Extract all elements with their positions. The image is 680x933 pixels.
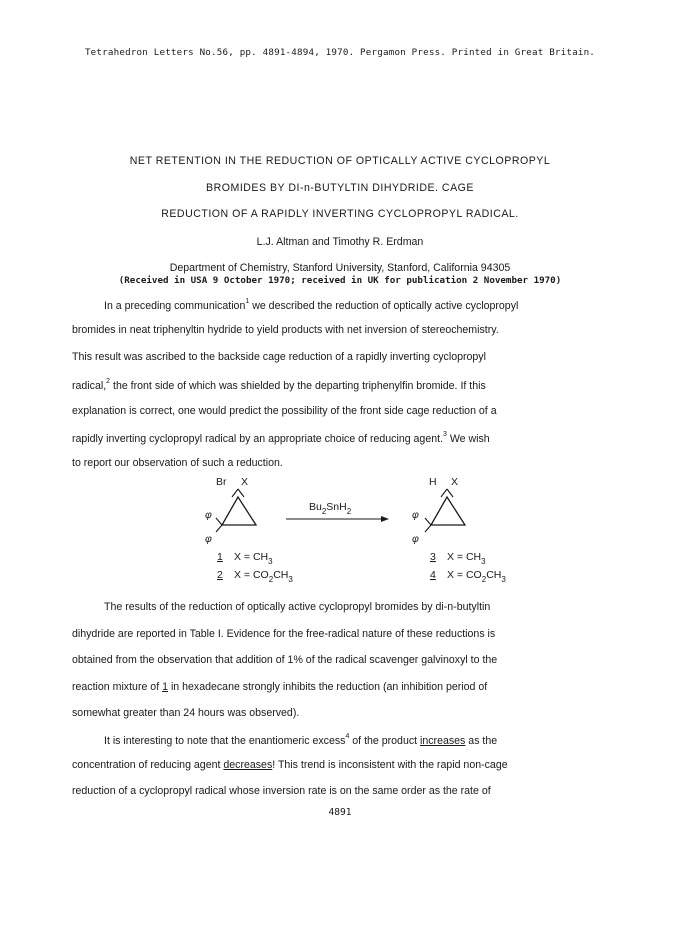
affiliation: Department of Chemistry, Stanford University, Stanford, California 94305: [169, 262, 511, 274]
article-title-line-1: NET RETENTION IN THE REDUCTION OF OPTICALLY ACTIVE CYCLOPROPYL: [129, 155, 551, 167]
bromo-label: Br: [216, 476, 227, 488]
authors: L.J. Altman and Timothy R. Erdman: [256, 236, 424, 248]
paragraph-2-line-1: The results of the reduction of optically active cyclopropyl bromides by di-n-butyltin: [104, 601, 491, 613]
paragraph-2-line-3: obtained from the observation that addition of 1% of the radical scavenger galvinoxyl to the: [72, 654, 498, 666]
compound-4-definition: $X = CO_2CH_3$: [447, 569, 506, 584]
paragraph-1-line-6: [72, 431, 490, 445]
paragraph-3-line-3: reduction of a cyclopropyl radical whose inversion rate is on the same order as the rate of: [72, 785, 491, 797]
phenyl-label: φ: [412, 533, 419, 545]
paragraph-2-line-2: dihydride are reported in Table I. Evidence for the free-radical nature of these reductions is: [72, 628, 496, 640]
footnote-ref: 4: [345, 733, 350, 740]
text: ! This trend is inconsistent with the rapid non-cage: [272, 759, 508, 771]
paragraph-1-line-3: This result was ascribed to the backside cage reduction of a rapidly inverting cyclopropyl: [72, 351, 486, 363]
footnote-ref: 1: [245, 298, 250, 305]
compound-number-4: 4: [430, 569, 436, 581]
text: In a preceding communication: [104, 300, 246, 312]
paragraph-2-line-5: somewhat greater than 24 hours was observed).: [72, 707, 300, 719]
paragraph-1-line-5: explanation is correct, one would predict the possibility of the front side cage reduction of a: [72, 405, 497, 417]
text: It is interesting to note that the enantiomeric excess: [104, 735, 346, 747]
compound-ref: 1: [162, 681, 168, 693]
compound-2-definition: $X = CO_2CH_3$: [234, 569, 293, 584]
emphasis: decreases: [223, 759, 273, 771]
paragraph-1-line-2: bromides in neat triphenyltin hydride to yield products with net inversion of stereochemistry.: [72, 324, 499, 336]
text: radical,: [72, 380, 107, 392]
paragraph-1-line-7: to report our observation of such a reduction.: [72, 457, 283, 469]
reaction-scheme: [0, 470, 680, 590]
compound-number-3: 3: [430, 551, 436, 563]
received-dates: (Received in USA 9 October 1970; received in UK for publication 2 November 1970): [118, 275, 562, 286]
reagent-label: $Bu_2SnH_2$: [309, 501, 352, 516]
article-title-line-2: BROMIDES BY DI-n-BUTYLTIN DIHYDRIDE. CAGE: [206, 182, 474, 194]
phenyl-label: φ: [205, 533, 212, 545]
journal-header: Tetrahedron Letters No.56, pp. 4891-4894, 1970. Pergamon Press. Printed in Great Britain.: [84, 47, 596, 58]
reactant-structure: [205, 476, 256, 545]
text: We wish: [446, 433, 490, 445]
compound-number-1: 1: [217, 551, 223, 563]
text: rapidly inverting cyclopropyl radical by an appropriate choice of reducing agent.: [72, 433, 443, 445]
page-number: 4891: [328, 807, 352, 818]
footnote-ref: 2: [106, 378, 111, 385]
article-title-line-3: REDUCTION OF A RAPIDLY INVERTING CYCLOPROPYL RADICAL.: [161, 208, 519, 220]
text: as the: [465, 735, 498, 747]
compound-1-definition: $X = CH_3$: [234, 551, 273, 566]
phenyl-label: φ: [205, 509, 212, 521]
x-label: X: [241, 476, 249, 488]
compound-number-2: 2: [217, 569, 223, 581]
text: we described the reduction of optically active cyclopropyl: [249, 300, 519, 312]
text: reaction mixture of: [72, 681, 163, 693]
paragraph-3-line-2: [72, 759, 508, 771]
product-structure: [412, 476, 465, 545]
hydrogen-label: H: [429, 476, 437, 488]
compound-3-definition: $X = CH_3$: [447, 551, 486, 566]
text: the front side of which was shielded by the departing triphenylfin bromide. If this: [110, 380, 486, 392]
paragraph-1-line-4: [72, 378, 486, 392]
x-label: X: [451, 476, 459, 488]
paragraph-2-line-4: [72, 681, 487, 693]
compound-labels: [217, 551, 506, 584]
footnote-ref: 3: [443, 431, 447, 438]
phenyl-label: φ: [412, 509, 419, 521]
emphasis: increases: [420, 735, 466, 747]
paragraph-1-line-1: [104, 298, 518, 312]
text: of the product: [349, 735, 421, 747]
reaction-arrow: [286, 501, 389, 522]
text: concentration of reducing agent: [72, 759, 224, 771]
paragraph-3-line-1: [104, 733, 497, 747]
text: in hexadecane strongly inhibits the reduction (an inhibition period of: [168, 681, 488, 693]
